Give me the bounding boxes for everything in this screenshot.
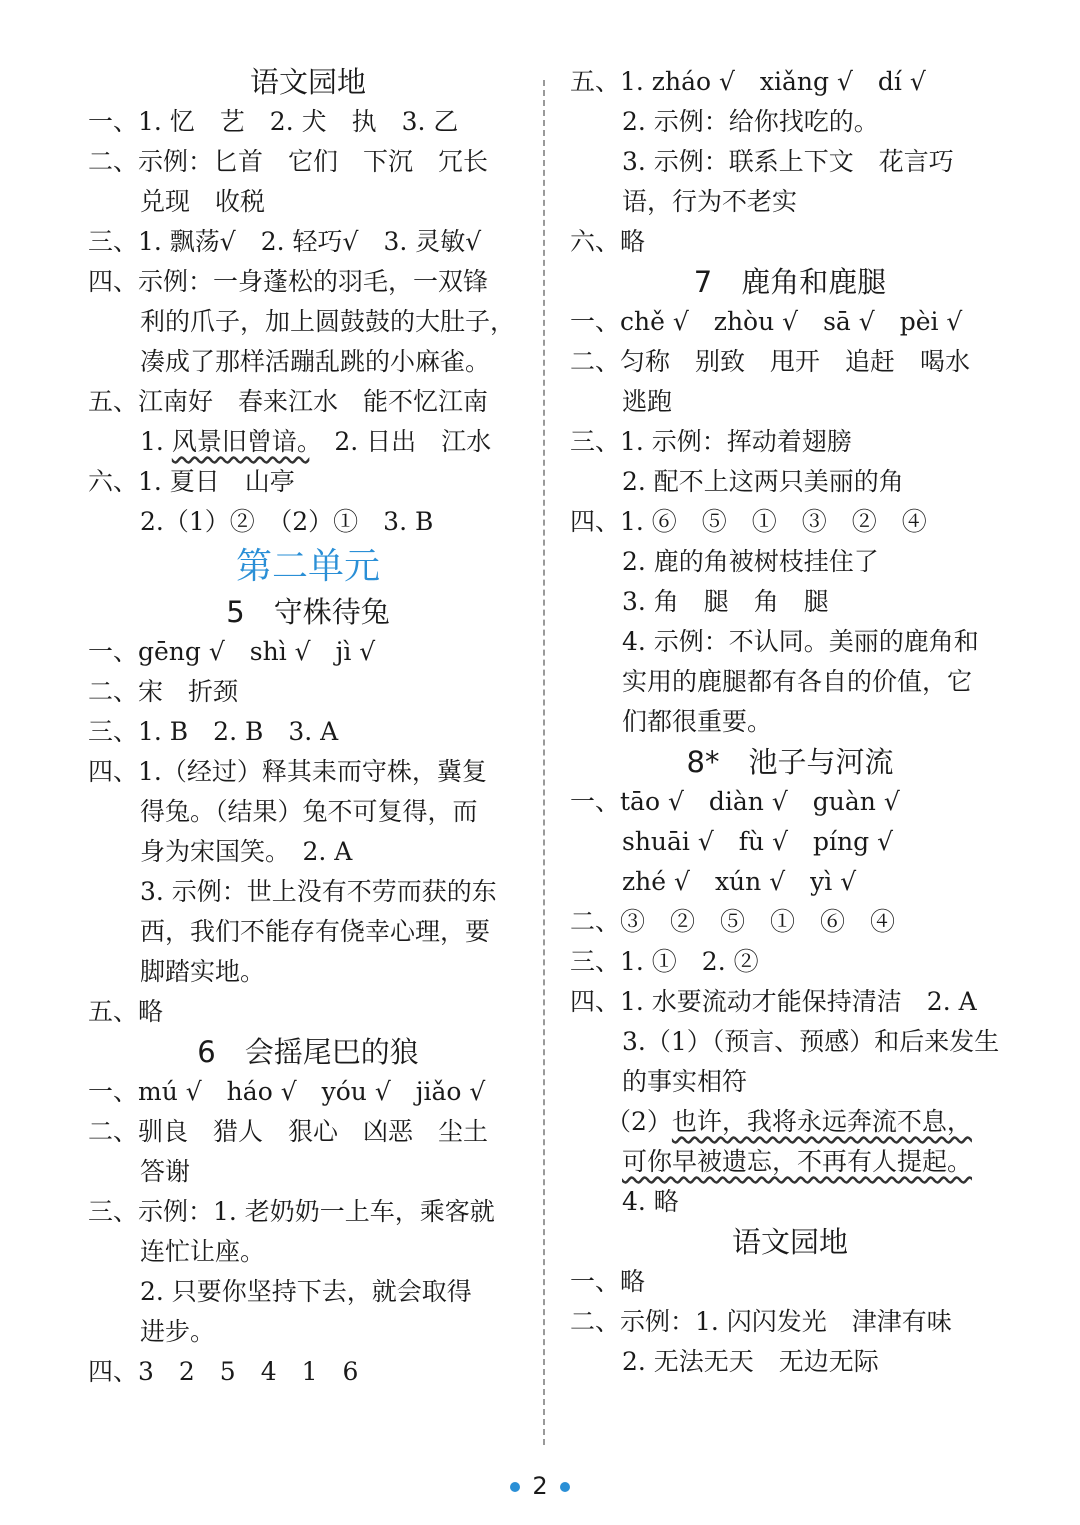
- answer-line: 脚踏实地。: [140, 957, 266, 986]
- section-title: 5 守株待兔: [226, 595, 390, 629]
- answer-line: 逃跑: [622, 387, 673, 416]
- answer-line: 兑现 收税: [140, 187, 266, 216]
- answer-line: 三、1. 示例：挥动着翅膀: [570, 427, 852, 456]
- answer-line: 3. 示例：联系上下文 花言巧: [622, 147, 954, 176]
- answer-line: 语，行为不老实: [622, 187, 798, 216]
- footer-dot-left-icon: [510, 1482, 520, 1492]
- answer-line: 的事实相符: [622, 1067, 748, 1096]
- answer-line: 进步。: [140, 1317, 216, 1346]
- section-title: 6 会摇尾巴的狼: [197, 1035, 419, 1069]
- underlined-text: 也许，我将永远奔流不息，: [671, 1107, 972, 1136]
- answer-line: 四、示例：一身蓬松的羽毛，一双锋: [88, 267, 489, 296]
- answer-text: 2. 日出 江水: [309, 427, 492, 456]
- answer-line: 凑成了那样活蹦乱跳的小麻雀。: [140, 347, 491, 376]
- answer-line: 四、1. 水要流动才能保持清洁 2. A: [570, 987, 977, 1016]
- answer-line: 五、1. zháo √ xiǎng √ dí √: [570, 67, 926, 96]
- answer-line: 五、江南好 春来江水 能不忆江南: [88, 387, 489, 416]
- answer-line: 得兔。（结果）兔不可复得，而: [140, 797, 478, 826]
- answer-line: 五、略: [88, 997, 164, 1026]
- answer-line: 二、驯良 猎人 狠心 凶恶 尘土: [88, 1117, 489, 1146]
- section-title: 8* 池子与河流: [686, 745, 894, 779]
- answer-line: 一、tāo √ diàn √ guàn √: [570, 787, 900, 816]
- answer-line: 连忙让座。: [140, 1237, 266, 1266]
- answer-line: 一、mú √ háo √ yóu √ jiǎo √: [88, 1077, 486, 1106]
- answer-line: 四、3 2 5 4 1 6: [88, 1357, 359, 1386]
- answer-line: 2. 示例：给你找吃的。: [622, 107, 879, 136]
- answer-line: zhé √ xún √ yì √: [622, 867, 857, 896]
- answer-line: 四、1.（经过）释其耒而守株，冀复: [88, 757, 487, 786]
- answer-line: 2.（1）② （2）① 3. B: [140, 507, 434, 536]
- answer-line: 三、1. B 2. B 3. A: [88, 717, 339, 746]
- answer-line: 答谢: [140, 1157, 191, 1186]
- answer-line: 2. 只要你坚持下去，就会取得: [140, 1277, 472, 1306]
- answer-line: 三、1. ① 2. ②: [570, 947, 759, 976]
- underlined-text: 风景旧曾谙。: [171, 427, 310, 456]
- answer-line: 一、gēng √ shì √ jì √: [88, 637, 376, 666]
- answer-line: 们都很重要。: [622, 707, 773, 736]
- unit-heading: 第二单元: [235, 546, 380, 587]
- answer-line: 2. 无法无天 无边无际: [622, 1347, 879, 1376]
- page-number: 2: [532, 1472, 548, 1500]
- answer-line: 利的爪子，加上圆鼓鼓的大肚子，: [140, 307, 516, 336]
- section-title: 语文园地: [731, 1225, 848, 1259]
- underlined-text: 可你早被遗忘，不再有人提起。: [622, 1147, 973, 1176]
- section-title: 7 鹿角和鹿腿: [693, 265, 887, 299]
- answer-line: 三、1. 飘荡√ 2. 轻巧√ 3. 灵敏√: [88, 227, 482, 256]
- answer-line: 3.（1）（预言、预感）和后来发生: [622, 1027, 1000, 1056]
- answer-line: 二、③ ② ⑤ ① ⑥ ④: [570, 907, 896, 936]
- answer-line: [88, 422, 528, 462]
- answer-line: 四、1. ⑥ ⑤ ① ③ ② ④: [570, 507, 927, 536]
- footer-dot-right-icon: [560, 1482, 570, 1492]
- answer-line: shuāi √ fù √ píng √: [622, 827, 894, 856]
- answer-line: 一、略: [570, 1267, 646, 1296]
- answer-line: 4. 略: [622, 1187, 679, 1216]
- page-footer: [0, 1472, 1080, 1500]
- answer-line: 3. 角 腿 角 腿: [622, 587, 829, 616]
- answer-line: 一、1. 忆 艺 2. 犬 执 3. 乙: [88, 107, 459, 136]
- answer-line: 二、匀称 别致 甩开 追赶 喝水: [570, 347, 971, 376]
- answer-text: （2）: [606, 1107, 672, 1136]
- answer-line: 六、1. 夏日 山亭: [88, 467, 295, 496]
- section-title: 语文园地: [249, 65, 366, 99]
- answer-line: 3. 示例：世上没有不劳而获的东: [140, 877, 497, 906]
- answer-line: 二、示例：匕首 它们 下沉 冗长: [88, 147, 489, 176]
- answer-text: 1.: [140, 427, 172, 456]
- answer-line: 身为宋国笑。 2. A: [140, 837, 353, 866]
- answer-line: [570, 1102, 1010, 1142]
- answer-line: 2. 配不上这两只美丽的角: [622, 467, 904, 496]
- answer-line: 2. 鹿的角被树枝挂住了: [622, 547, 879, 576]
- answer-line: 西，我们不能存有侥幸心理，要: [140, 917, 491, 946]
- right-column: [570, 62, 1010, 1382]
- answer-line: 实用的鹿腿都有各自的价值，它: [622, 667, 973, 696]
- left-column: [88, 62, 528, 1392]
- answer-line: 六、略: [570, 227, 646, 256]
- answer-line: 二、示例：1. 闪闪发光 津津有味: [570, 1307, 952, 1336]
- answer-line: 一、chě √ zhòu √ sā √ pèi √: [570, 307, 963, 336]
- column-divider: [543, 80, 545, 1445]
- answer-line: [570, 1142, 1010, 1182]
- answer-line: 4. 示例：不认同。美丽的鹿角和: [622, 627, 979, 656]
- answer-line: 二、宋 折颈: [88, 677, 239, 706]
- answer-line: 三、示例：1. 老奶奶一上车，乘客就: [88, 1197, 495, 1226]
